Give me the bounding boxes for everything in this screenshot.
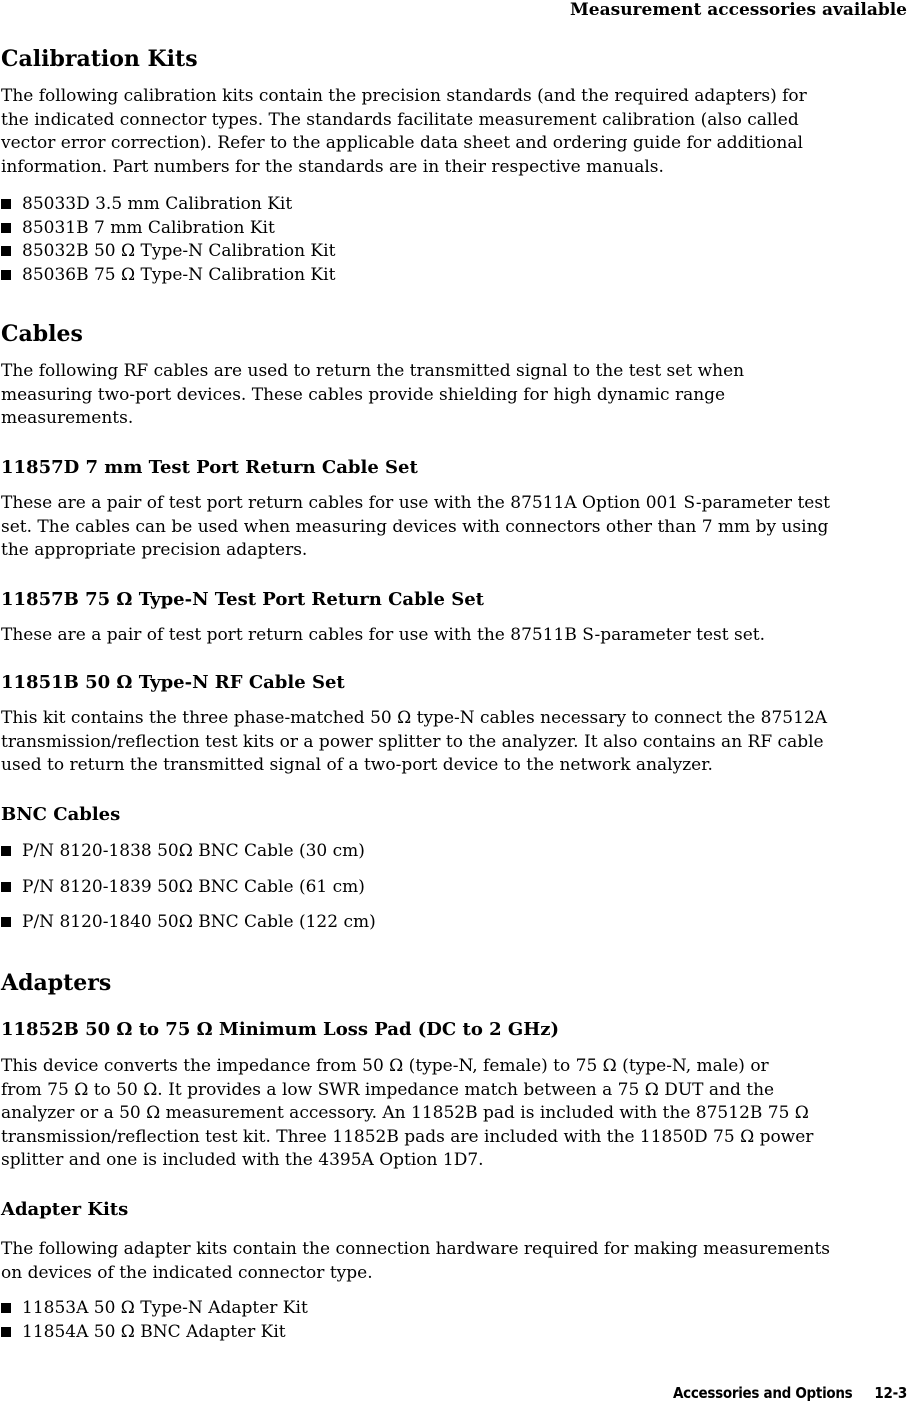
page-number: 12-3 [874, 1384, 907, 1402]
paragraph-line: information. Part numbers for the standards are in their respective manuals. [1, 156, 664, 177]
list-item [0, 1298, 308, 1318]
cable-set-11857b-heading: 11857B 75 Ω Type-N Test Port Return Cable Set [1, 589, 484, 610]
bullet-icon [1, 1327, 11, 1337]
paragraph-line: These are a pair of test port return cables for use with the 87511A Option 001 S-parameter test [1, 493, 830, 513]
cable-set-11857d-heading: 11857D 7 mm Test Port Return Cable Set [1, 457, 418, 478]
bullet-icon [1, 199, 11, 209]
paragraph-line: used to return the transmitted signal of a two-port device to the network analyzer. [1, 755, 713, 775]
cable-set-11857d-paragraph [1, 492, 906, 563]
bnc-cables-heading: BNC Cables [1, 804, 121, 825]
list-item-text: 11853A 50 Ω Type-N Adapter Kit [22, 1298, 308, 1318]
bullet-icon [1, 246, 11, 256]
paragraph-line: transmission/reflection test kits or a power splitter to the analyzer. It also contains an RF cable [1, 731, 824, 752]
paragraph-line: vector error correction). Refer to the applicable data sheet and ordering guide for additional [1, 133, 803, 153]
cables-intro-paragraph [1, 360, 906, 431]
bullet-icon [1, 270, 11, 280]
loss-pad-heading: 11852B 50 Ω to 75 Ω Minimum Loss Pad (DC to 2 GHz) [1, 1019, 560, 1040]
paragraph-line: The following adapter kits contain the connection hardware required for making measurements [1, 1239, 831, 1259]
list-item [0, 877, 365, 897]
paragraph-line: the appropriate precision adapters. [1, 540, 308, 560]
adapter-kits-heading: Adapter Kits [1, 1199, 129, 1220]
list-item-text: 85036B 75 Ω Type-N Calibration Kit [22, 265, 336, 285]
cable-set-11857b-paragraph [1, 624, 906, 648]
paragraph-line: measurements. [1, 408, 134, 428]
paragraph-line: the indicated connector types. The standards facilitate measurement calibration (also called [1, 109, 799, 130]
cables-heading: Cables [1, 321, 83, 347]
list-item-text: P/N 8120-1839 50Ω BNC Cable (61 cm) [22, 877, 365, 897]
footer-section-title: Accessories and Options [673, 1384, 853, 1402]
list-item [0, 265, 335, 285]
bullet-icon [1, 846, 11, 856]
list-item-text: 85033D 3.5 mm Calibration Kit [22, 194, 293, 214]
list-item [0, 194, 292, 214]
cable-set-11851b-paragraph [1, 707, 906, 778]
paragraph-line: This kit contains the three phase-matched 50 Ω type-N cables necessary to connect the 87512A [1, 708, 828, 728]
paragraph-line: The following RF cables are used to return the transmitted signal to the test set when [1, 361, 745, 381]
bullet-icon [1, 1303, 11, 1313]
adapters-heading: Adapters [1, 970, 112, 996]
paragraph-line: from 75 Ω to 50 Ω. It provides a low SWR impedance match between a 75 Ω DUT and the [1, 1079, 775, 1100]
list-item [0, 1322, 286, 1342]
list-item-text: 11854A 50 Ω BNC Adapter Kit [22, 1322, 286, 1342]
list-item [0, 218, 275, 238]
paragraph-line: measuring two-port devices. These cables provide shielding for high dynamic range [1, 384, 726, 405]
paragraph-line: The following calibration kits contain the precision standards (and the required adapters) for [1, 86, 807, 106]
page-footer [673, 1384, 907, 1402]
paragraph-line: This device converts the impedance from 50 Ω (type-N, female) to 75 Ω (type-N, male) or [1, 1056, 769, 1076]
paragraph-line: set. The cables can be used when measuring devices with connectors other than 7 mm by using [1, 516, 829, 537]
list-item-text: P/N 8120-1840 50Ω BNC Cable (122 cm) [22, 912, 376, 932]
adapter-kits-paragraph [1, 1238, 906, 1285]
list-item [0, 841, 365, 861]
bullet-icon [1, 882, 11, 892]
paragraph-line: transmission/reflection test kit. Three 11852B pads are included with the 11850D 75 Ω power [1, 1126, 814, 1147]
paragraph-line: splitter and one is included with the 4395A Option 1D7. [1, 1150, 484, 1170]
list-item [0, 912, 376, 932]
running-head: Measurement accessories available [569, 0, 907, 20]
bullet-icon [1, 917, 11, 927]
cable-set-11851b-heading: 11851B 50 Ω Type-N RF Cable Set [1, 672, 345, 693]
calibration-intro-paragraph [1, 85, 906, 179]
list-item-text: 85032B 50 Ω Type-N Calibration Kit [22, 241, 336, 261]
paragraph-line: analyzer or a 50 Ω measurement accessory. An 11852B pad is included with the 87512B 75 Ω [1, 1103, 809, 1123]
list-item-text: P/N 8120-1838 50Ω BNC Cable (30 cm) [22, 841, 365, 861]
list-item-text: 85031B 7 mm Calibration Kit [22, 218, 275, 238]
loss-pad-paragraph [1, 1055, 906, 1173]
calibration-kits-heading: Calibration Kits [1, 46, 198, 72]
list-item [0, 241, 335, 261]
paragraph-line: on devices of the indicated connector type. [1, 1262, 373, 1283]
paragraph-line: These are a pair of test port return cables for use with the 87511B S-parameter test set. [1, 625, 766, 645]
bullet-icon [1, 223, 11, 233]
